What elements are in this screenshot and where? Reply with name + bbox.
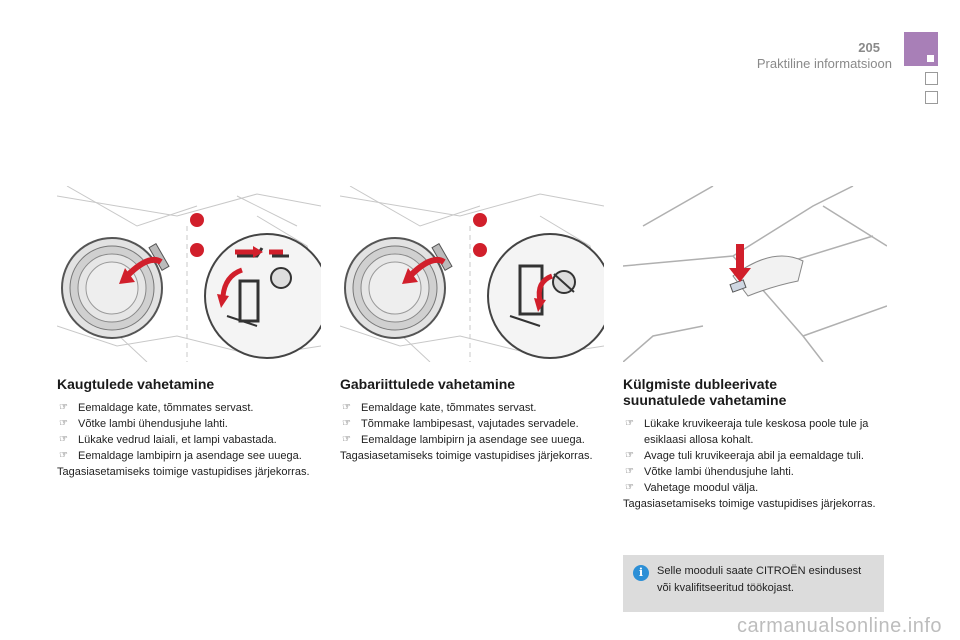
- list-item: ☞ Võtke lambi ühendusjuhe lahti.: [625, 466, 794, 478]
- hand-bullet-icon: ☞: [59, 418, 68, 429]
- hand-bullet-icon: ☞: [625, 466, 634, 477]
- info-text: Selle mooduli saate CITROËN esindusest või kvalifitseeritud töökojast.: [657, 565, 862, 594]
- marker-dot: [473, 213, 487, 227]
- high-beam-section: [57, 376, 321, 480]
- side-lamp-section: [340, 376, 604, 464]
- hand-bullet-icon: ☞: [59, 450, 68, 461]
- reassembly-note: Tagasiasetamiseks toimige vastupidises järjekorras.: [623, 498, 876, 510]
- hand-bullet-icon: ☞: [625, 418, 634, 429]
- side-lamp-illustration: [340, 186, 604, 362]
- section-heading: Kaugtulede vahetamine: [57, 376, 215, 392]
- reassembly-note: Tagasiasetamiseks toimige vastupidises järjekorras.: [340, 450, 593, 462]
- section-heading: Külgmiste dubleerivate suunatulede vahetamine: [623, 376, 787, 408]
- arrow-icon: [736, 244, 744, 268]
- hand-bullet-icon: ☞: [342, 402, 351, 413]
- list-item: ☞ Tõmmake lambipesast, vajutades servadele.: [342, 418, 579, 430]
- info-box: [623, 555, 884, 612]
- section-title: Praktiline informatsioon: [756, 56, 892, 71]
- hand-bullet-icon: ☞: [342, 434, 351, 445]
- chapter-tab: [925, 91, 938, 104]
- list-item: ☞ Avage tuli kruvikeeraja abil ja eemaldage tuli.: [625, 450, 864, 462]
- step-list: [340, 400, 604, 448]
- step-list: [57, 400, 321, 464]
- hand-bullet-icon: ☞: [625, 482, 634, 493]
- list-item: ☞ Lükake kruvikeeraja tule keskosa poole tule ja esiklaasi allosa kohalt.: [625, 418, 869, 446]
- list-item: ☞ Võtke lambi ühendusjuhe lahti.: [59, 418, 228, 430]
- marker-dot: [190, 213, 204, 227]
- side-repeater-illustration: [623, 186, 887, 362]
- side-repeater-section: [623, 376, 887, 512]
- watermark: carmanualsonline.info: [736, 615, 942, 637]
- hand-bullet-icon: ☞: [59, 402, 68, 413]
- lamp-unit: [488, 234, 604, 358]
- list-item: ☞ Eemaldage kate, tõmmates servast.: [59, 402, 254, 414]
- hand-bullet-icon: ☞: [59, 434, 68, 445]
- list-item: ☞ Lükake vedrud laiali, et lampi vabastada.: [59, 434, 277, 446]
- step-list: [623, 416, 887, 496]
- list-item: ☞ Vahetage moodul välja.: [625, 482, 759, 494]
- hand-bullet-icon: ☞: [342, 418, 351, 429]
- info-icon: i: [633, 565, 649, 581]
- chapter-tab: [925, 72, 938, 85]
- list-item: ☞ Eemaldage kate, tõmmates servast.: [342, 402, 537, 414]
- marker-dot: [190, 243, 204, 257]
- marker-dot: [473, 243, 487, 257]
- hand-bullet-icon: ☞: [625, 450, 634, 461]
- list-item: ☞ Eemaldage lambipirn ja asendage see uuega.: [59, 450, 302, 462]
- high-beam-illustration: [57, 186, 321, 362]
- section-heading: Gabariittulede vahetamine: [340, 376, 516, 392]
- page-number: 205: [858, 40, 880, 55]
- chapter-tab-active: [904, 32, 938, 66]
- list-item: ☞ Eemaldage lambipirn ja asendage see uuega.: [342, 434, 585, 446]
- reassembly-note: Tagasiasetamiseks toimige vastupidises järjekorras.: [57, 466, 310, 478]
